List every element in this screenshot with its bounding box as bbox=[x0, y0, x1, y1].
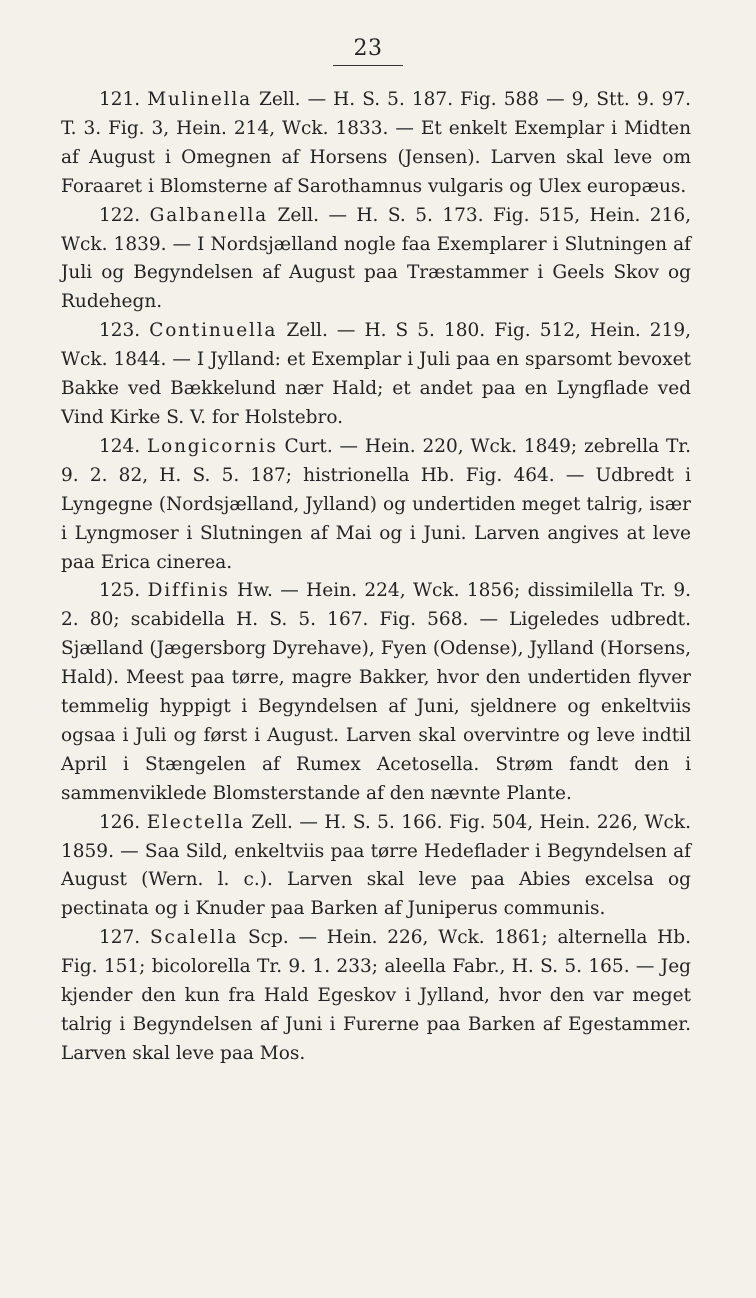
entry-number: 123. bbox=[99, 320, 141, 342]
entry-127 bbox=[61, 924, 691, 1069]
entry-number: 121. bbox=[99, 89, 141, 110]
species-name: Electella bbox=[146, 811, 245, 833]
species-name: Scalella bbox=[149, 927, 239, 949]
species-name: Diffinis bbox=[147, 580, 230, 602]
entry-121 bbox=[61, 86, 691, 202]
entry-number: 125. bbox=[99, 580, 141, 602]
entry-number: 126. bbox=[99, 811, 141, 833]
entry-number: 124. bbox=[99, 435, 141, 457]
entry-number: 127. bbox=[99, 927, 141, 949]
entry-text: Zell. — H. S. 5. 173. Fig. 515, Hein. 216, Wck. 1839. — I Nordsjælland nogle faa Exemplarer i Slutningen af Juli og Begyndelsen af August paa Træstammer i Geels Skov og Rudehegn. bbox=[61, 204, 691, 313]
species-name: Longicornis bbox=[147, 435, 278, 457]
entry-text: Zell. — H. S. 5. 187. Fig. 588 — 9, Stt. 9. 97. T. 3. Fig. 3, Hein. 214, Wck. 1833. — Et enkelt Exemplar i Midten af August i Omegnen af Horsens (Jensen). Larven skal leve om Foraaret i Blomsterne af Sarothamnus vulgaris og Ulex europæus. bbox=[61, 89, 691, 197]
page-number-rule bbox=[333, 65, 403, 66]
entry-124 bbox=[61, 433, 691, 578]
species-name: Galbanella bbox=[149, 204, 268, 226]
entry-122 bbox=[61, 202, 691, 318]
text-body bbox=[61, 86, 691, 1069]
species-name: Continuella bbox=[149, 320, 278, 342]
entry-text: Zell. — H. S. 5. 166. Fig. 504, Hein. 226, Wck. 1859. — Saa Sild, enkeltviis paa tørre Hedeflader i Begyndelsen af August (Wern. l. c.). Larven skal leve paa Abies excelsa og pectinata og i Knuder paa Barken af Juniperus communis. bbox=[61, 811, 691, 920]
entry-number: 122. bbox=[99, 204, 141, 226]
entry-126 bbox=[61, 809, 691, 925]
page-number: 23 bbox=[353, 36, 383, 61]
entry-125 bbox=[61, 577, 691, 808]
entry-text: Curt. — Hein. 220, Wck. 1849; zebrella Tr. 9. 2. 82, H. S. 5. 187; histrionella Hb. Fig. 464. — Udbredt i Lyngegne (Nordsjælland, Jylland) og undertiden meget talrig, især i Lyngmoser i Slutningen af Mai og i Juni. Larven angives at leve paa Erica cinerea. bbox=[61, 435, 691, 573]
entry-text: Zell. — H. S 5. 180. Fig. 512, Hein. 219, Wck. 1844. — I Jylland: et Exemplar i Juli paa en sparsomt bevoxet Bakke ved Bækkelund nær Hald; et andet paa en Lyngflade ved Vind Kirke S. V. for Holstebro. bbox=[61, 320, 691, 428]
entry-123 bbox=[61, 317, 691, 433]
species-name: Mulinella bbox=[147, 89, 252, 110]
entry-text: Scp. — Hein. 226, Wck. 1861; alternella Hb. Fig. 151; bicolorella Tr. 9. 1. 233; aleella Fabr., H. S. 5. 165. — Jeg kjender den kun fra Hald Egeskov i Jylland, hvor den var meget talrig i Begyndelsen af Juni i Furerne paa Barken af Egestammer. Larven skal leve paa Mos. bbox=[61, 927, 691, 1064]
entry-text: Hw. — Hein. 224, Wck. 1856; dissimilella Tr. 9. 2. 80; scabidella H. S. 5. 167. Fig. 568. — Ligeledes udbredt. Sjælland (Jægersborg Dyrehave), Fyen (Odense), Jylland (Horsens, Hald). Meest paa tørre, magre Bakker, hvor den undertiden flyver temmelig hyppigt i Begyndelsen af Juni, sjeldnere og enkeltviis ogsaa i Juli og først i August. Larven skal overvintre og leve indtil April i Stængelen af Rumex Acetosella. Strøm fandt den i sammenviklede Blomsterstande af den nævnte Plante. bbox=[61, 580, 692, 804]
